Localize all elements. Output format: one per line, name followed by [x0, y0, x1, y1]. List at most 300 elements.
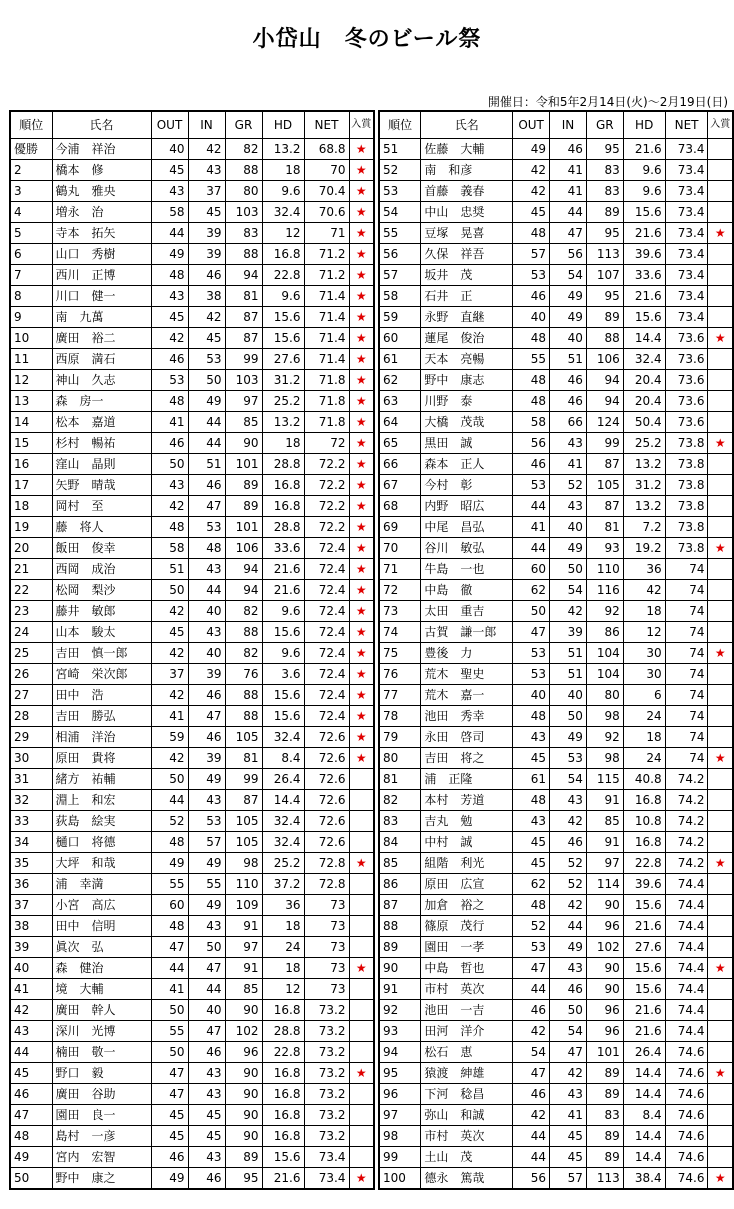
out-score-cell: 46: [151, 433, 188, 454]
in-score-cell: 42: [550, 1063, 587, 1084]
rank-cell: 51: [379, 139, 421, 160]
net-score-cell: 68.8: [304, 139, 349, 160]
player-name-cell: 坂井 茂: [421, 265, 513, 286]
in-score-cell: 49: [550, 307, 587, 328]
handicap-cell: 21.6: [623, 916, 665, 937]
table-row: [379, 160, 733, 181]
results-body-left: [10, 139, 374, 1190]
rank-cell: 65: [379, 433, 421, 454]
table-row: [379, 244, 733, 265]
award-star-cell: [708, 1000, 733, 1021]
handicap-cell: 13.2: [623, 496, 665, 517]
net-score-cell: 73: [304, 958, 349, 979]
in-score-cell: 43: [188, 916, 225, 937]
in-score-cell: 43: [188, 790, 225, 811]
out-score-cell: 48: [151, 517, 188, 538]
rank-cell: 44: [10, 1042, 52, 1063]
award-star-cell: ★: [708, 958, 733, 979]
player-name-cell: 土山 茂: [421, 1147, 513, 1168]
out-score-cell: 41: [513, 517, 550, 538]
player-name-cell: 宮崎 栄次郎: [52, 664, 151, 685]
player-name-cell: 岡村 至: [52, 496, 151, 517]
gross-score-cell: 86: [586, 622, 623, 643]
handicap-cell: 21.6: [262, 580, 304, 601]
award-star-cell: [349, 916, 374, 937]
net-score-cell: 73.4: [665, 244, 708, 265]
gross-score-cell: 89: [586, 1126, 623, 1147]
gross-score-cell: 87: [225, 328, 262, 349]
table-row: [379, 1063, 733, 1084]
handicap-cell: 32.4: [262, 202, 304, 223]
player-name-cell: 増永 治: [52, 202, 151, 223]
handicap-cell: 21.6: [623, 1000, 665, 1021]
award-star-cell: [708, 769, 733, 790]
table-row: [379, 1042, 733, 1063]
award-star-cell: ★: [349, 181, 374, 202]
out-score-cell: 46: [513, 286, 550, 307]
rank-cell: 63: [379, 391, 421, 412]
net-score-cell: 72.2: [304, 475, 349, 496]
player-name-cell: 中村 誠: [421, 832, 513, 853]
in-score-cell: 54: [550, 265, 587, 286]
player-name-cell: 園田 一孝: [421, 937, 513, 958]
table-row: [379, 1105, 733, 1126]
award-star-cell: ★: [349, 580, 374, 601]
rank-cell: 35: [10, 853, 52, 874]
table-row: [379, 349, 733, 370]
handicap-cell: 15.6: [262, 1147, 304, 1168]
in-score-cell: 39: [188, 244, 225, 265]
table-row: [379, 1000, 733, 1021]
rank-cell: 98: [379, 1126, 421, 1147]
award-star-cell: ★: [349, 538, 374, 559]
out-score-cell: 49: [151, 1168, 188, 1190]
gross-score-cell: 92: [586, 601, 623, 622]
award-star-cell: ★: [349, 496, 374, 517]
handicap-cell: 33.6: [623, 265, 665, 286]
out-score-cell: 60: [151, 895, 188, 916]
in-score-cell: 46: [188, 475, 225, 496]
out-score-cell: 45: [513, 832, 550, 853]
net-score-cell: 71: [304, 223, 349, 244]
award-star-cell: [708, 601, 733, 622]
out-score-cell: 42: [513, 1105, 550, 1126]
rank-cell: 40: [10, 958, 52, 979]
rank-cell: 38: [10, 916, 52, 937]
rank-cell: 16: [10, 454, 52, 475]
out-score-cell: 56: [513, 433, 550, 454]
player-name-cell: 廣田 幹人: [52, 1000, 151, 1021]
table-row: [10, 349, 374, 370]
rank-cell: 81: [379, 769, 421, 790]
gross-score-cell: 92: [586, 727, 623, 748]
player-name-cell: 鶴丸 雅央: [52, 181, 151, 202]
out-score-cell: 48: [151, 916, 188, 937]
rank-cell: 11: [10, 349, 52, 370]
out-score-cell: 53: [513, 475, 550, 496]
player-name-cell: 中山 忠奨: [421, 202, 513, 223]
gross-score-cell: 90: [225, 1084, 262, 1105]
player-name-cell: 緒方 祐輔: [52, 769, 151, 790]
award-star-cell: [349, 769, 374, 790]
award-star-cell: ★: [708, 643, 733, 664]
net-score-cell: 72.4: [304, 601, 349, 622]
net-score-cell: 72.4: [304, 538, 349, 559]
handicap-cell: 9.6: [262, 643, 304, 664]
gross-score-cell: 110: [225, 874, 262, 895]
award-star-cell: [708, 391, 733, 412]
net-score-cell: 74.2: [665, 811, 708, 832]
rank-cell: 33: [10, 811, 52, 832]
award-star-cell: [708, 895, 733, 916]
player-name-cell: 組階 利光: [421, 853, 513, 874]
in-score-cell: 50: [550, 559, 587, 580]
out-score-cell: 48: [513, 328, 550, 349]
rank-cell: 37: [10, 895, 52, 916]
in-score-cell: 42: [188, 307, 225, 328]
player-name-cell: 小宮 高広: [52, 895, 151, 916]
player-name-cell: 森 房一: [52, 391, 151, 412]
award-star-cell: ★: [349, 370, 374, 391]
award-star-cell: [708, 244, 733, 265]
player-name-cell: 谷川 敏弘: [421, 538, 513, 559]
gross-score-cell: 95: [586, 223, 623, 244]
net-score-cell: 73.4: [665, 265, 708, 286]
award-star-cell: [708, 475, 733, 496]
out-score-cell: 45: [151, 160, 188, 181]
rank-cell: 7: [10, 265, 52, 286]
handicap-cell: 32.4: [262, 811, 304, 832]
player-name-cell: 大橋 茂哉: [421, 412, 513, 433]
handicap-cell: 6: [623, 685, 665, 706]
net-score-cell: 71.8: [304, 412, 349, 433]
player-name-cell: 川野 泰: [421, 391, 513, 412]
out-score-cell: 40: [513, 307, 550, 328]
out-score-cell: 50: [151, 580, 188, 601]
player-name-cell: 矢野 晴哉: [52, 475, 151, 496]
award-star-cell: [708, 727, 733, 748]
handicap-cell: 15.6: [262, 706, 304, 727]
in-score-cell: 38: [188, 286, 225, 307]
table-row: [379, 139, 733, 160]
award-star-cell: ★: [349, 328, 374, 349]
handicap-cell: 16.8: [623, 790, 665, 811]
out-score-cell: 37: [151, 664, 188, 685]
rank-cell: 8: [10, 286, 52, 307]
in-score-cell: 46: [550, 139, 587, 160]
table-row: [379, 538, 733, 559]
handicap-cell: 40.8: [623, 769, 665, 790]
in-score-cell: 39: [188, 664, 225, 685]
net-score-cell: 74.6: [665, 1063, 708, 1084]
gross-score-cell: 98: [586, 748, 623, 769]
handicap-cell: 14.4: [262, 790, 304, 811]
gross-score-cell: 101: [225, 454, 262, 475]
rank-cell: 71: [379, 559, 421, 580]
rank-cell: 34: [10, 832, 52, 853]
gross-score-cell: 89: [225, 1147, 262, 1168]
gross-score-cell: 83: [586, 160, 623, 181]
out-score-cell: 59: [151, 727, 188, 748]
award-star-cell: ★: [349, 685, 374, 706]
net-score-cell: 74: [665, 601, 708, 622]
player-name-cell: 荒木 聖史: [421, 664, 513, 685]
rank-cell: 77: [379, 685, 421, 706]
table-row: [10, 223, 374, 244]
handicap-cell: 18: [623, 727, 665, 748]
out-score-cell: 47: [513, 622, 550, 643]
rank-cell: 70: [379, 538, 421, 559]
table-row: [10, 1126, 374, 1147]
player-name-cell: 原田 広宣: [421, 874, 513, 895]
player-name-cell: 市村 英次: [421, 1126, 513, 1147]
net-score-cell: 73.2: [304, 1063, 349, 1084]
award-star-cell: ★: [349, 265, 374, 286]
net-score-cell: 73.8: [665, 517, 708, 538]
out-score-cell: 44: [513, 496, 550, 517]
in-score-cell: 50: [188, 937, 225, 958]
net-score-cell: 71.4: [304, 349, 349, 370]
award-star-cell: ★: [349, 475, 374, 496]
player-name-cell: 樋口 将德: [52, 832, 151, 853]
table-row: [379, 454, 733, 475]
table-row: [379, 769, 733, 790]
net-score-cell: 74: [665, 580, 708, 601]
out-score-cell: 53: [513, 643, 550, 664]
award-star-cell: [708, 937, 733, 958]
award-star-cell: [708, 139, 733, 160]
net-score-cell: 74.4: [665, 979, 708, 1000]
award-star-cell: ★: [349, 958, 374, 979]
award-star-cell: [708, 874, 733, 895]
rank-cell: 80: [379, 748, 421, 769]
out-score-cell: 60: [513, 559, 550, 580]
net-score-cell: 74.2: [665, 769, 708, 790]
in-score-cell: 49: [550, 538, 587, 559]
gross-score-cell: 98: [586, 706, 623, 727]
header-handicap: HD: [623, 111, 665, 139]
gross-score-cell: 89: [225, 496, 262, 517]
handicap-cell: 16.8: [262, 496, 304, 517]
gross-score-cell: 94: [225, 265, 262, 286]
handicap-cell: 39.6: [623, 874, 665, 895]
rank-cell: 25: [10, 643, 52, 664]
handicap-cell: 27.6: [623, 937, 665, 958]
player-name-cell: 相浦 洋治: [52, 727, 151, 748]
in-score-cell: 42: [550, 811, 587, 832]
table-row: [10, 580, 374, 601]
handicap-cell: 12: [262, 979, 304, 1000]
out-score-cell: 44: [151, 223, 188, 244]
player-name-cell: 園田 良一: [52, 1105, 151, 1126]
out-score-cell: 43: [151, 181, 188, 202]
handicap-cell: 21.6: [623, 286, 665, 307]
player-name-cell: 山口 秀樹: [52, 244, 151, 265]
handicap-cell: 15.6: [623, 895, 665, 916]
gross-score-cell: 81: [225, 748, 262, 769]
player-name-cell: 豆塚 晃喜: [421, 223, 513, 244]
player-name-cell: 荻島 絵実: [52, 811, 151, 832]
award-star-cell: ★: [349, 307, 374, 328]
player-name-cell: 神山 久志: [52, 370, 151, 391]
net-score-cell: 74.4: [665, 1021, 708, 1042]
gross-score-cell: 105: [225, 811, 262, 832]
out-score-cell: 58: [151, 202, 188, 223]
handicap-cell: 30: [623, 643, 665, 664]
handicap-cell: 15.6: [262, 328, 304, 349]
net-score-cell: 73.2: [304, 1084, 349, 1105]
award-star-cell: [349, 832, 374, 853]
header-award: 入賞: [349, 111, 374, 139]
rank-cell: 48: [10, 1126, 52, 1147]
net-score-cell: 74.4: [665, 874, 708, 895]
player-name-cell: 寺本 拓矢: [52, 223, 151, 244]
gross-score-cell: 89: [586, 307, 623, 328]
in-score-cell: 46: [550, 370, 587, 391]
event-period: 開催日：令和5年2月14日(火)～2月19日(日): [487, 95, 728, 109]
in-score-cell: 44: [188, 433, 225, 454]
table-row: [10, 433, 374, 454]
net-score-cell: 73.8: [665, 538, 708, 559]
gross-score-cell: 102: [225, 1021, 262, 1042]
net-score-cell: 70: [304, 160, 349, 181]
in-score-cell: 47: [550, 223, 587, 244]
player-name-cell: 藤 将人: [52, 517, 151, 538]
out-score-cell: 62: [513, 580, 550, 601]
rank-cell: 91: [379, 979, 421, 1000]
net-score-cell: 73.2: [304, 1105, 349, 1126]
out-score-cell: 41: [151, 706, 188, 727]
net-score-cell: 72.4: [304, 685, 349, 706]
in-score-cell: 53: [550, 748, 587, 769]
handicap-cell: 21.6: [623, 223, 665, 244]
rank-cell: 95: [379, 1063, 421, 1084]
net-score-cell: 74.6: [665, 1168, 708, 1190]
award-star-cell: [349, 895, 374, 916]
out-score-cell: 42: [151, 328, 188, 349]
in-score-cell: 66: [550, 412, 587, 433]
net-score-cell: 73: [304, 937, 349, 958]
gross-score-cell: 87: [225, 790, 262, 811]
gross-score-cell: 88: [225, 706, 262, 727]
in-score-cell: 47: [188, 496, 225, 517]
rank-cell: 14: [10, 412, 52, 433]
table-row: [10, 328, 374, 349]
handicap-cell: 36: [623, 559, 665, 580]
net-score-cell: 74: [665, 559, 708, 580]
table-row: [10, 244, 374, 265]
rank-cell: 100: [379, 1168, 421, 1190]
net-score-cell: 72.6: [304, 832, 349, 853]
net-score-cell: 71.8: [304, 370, 349, 391]
gross-score-cell: 96: [586, 916, 623, 937]
in-score-cell: 43: [188, 1147, 225, 1168]
award-star-cell: [708, 202, 733, 223]
award-star-cell: ★: [708, 538, 733, 559]
handicap-cell: 28.8: [262, 517, 304, 538]
net-score-cell: 71.4: [304, 328, 349, 349]
out-score-cell: 46: [151, 349, 188, 370]
net-score-cell: 72.6: [304, 748, 349, 769]
out-score-cell: 42: [151, 496, 188, 517]
award-star-cell: [349, 1000, 374, 1021]
table-row: [10, 475, 374, 496]
table-row: [10, 685, 374, 706]
net-score-cell: 74.4: [665, 916, 708, 937]
out-score-cell: 49: [513, 139, 550, 160]
net-score-cell: 74: [665, 622, 708, 643]
in-score-cell: 43: [550, 496, 587, 517]
handicap-cell: 24: [623, 748, 665, 769]
table-row: [10, 769, 374, 790]
award-star-cell: ★: [349, 454, 374, 475]
table-row: [10, 853, 374, 874]
results-table-left: [9, 110, 375, 1190]
player-name-cell: 野中 康之: [52, 1168, 151, 1190]
gross-score-cell: 82: [225, 643, 262, 664]
out-score-cell: 44: [513, 538, 550, 559]
award-star-cell: [708, 832, 733, 853]
out-score-cell: 43: [513, 727, 550, 748]
out-score-cell: 48: [513, 223, 550, 244]
net-score-cell: 73.2: [304, 1042, 349, 1063]
player-name-cell: 今村 彰: [421, 475, 513, 496]
out-score-cell: 48: [513, 706, 550, 727]
handicap-cell: 7.2: [623, 517, 665, 538]
out-score-cell: 42: [513, 160, 550, 181]
rank-cell: 57: [379, 265, 421, 286]
gross-score-cell: 94: [225, 580, 262, 601]
gross-score-cell: 87: [225, 307, 262, 328]
rank-cell: 74: [379, 622, 421, 643]
in-score-cell: 40: [188, 601, 225, 622]
in-score-cell: 45: [188, 202, 225, 223]
table-row: [10, 958, 374, 979]
in-score-cell: 44: [550, 202, 587, 223]
out-score-cell: 57: [513, 244, 550, 265]
in-score-cell: 40: [188, 643, 225, 664]
rank-cell: 50: [10, 1168, 52, 1190]
player-name-cell: 古賀 謙一郎: [421, 622, 513, 643]
table-row: [10, 937, 374, 958]
out-score-cell: 54: [513, 1042, 550, 1063]
handicap-cell: 9.6: [262, 286, 304, 307]
table-row: [10, 286, 374, 307]
in-score-cell: 45: [188, 328, 225, 349]
net-score-cell: 74: [665, 706, 708, 727]
out-score-cell: 42: [151, 685, 188, 706]
rank-cell: 59: [379, 307, 421, 328]
gross-score-cell: 106: [225, 538, 262, 559]
table-row: [379, 286, 733, 307]
award-star-cell: [708, 454, 733, 475]
player-name-cell: 永野 直継: [421, 307, 513, 328]
award-star-cell: ★: [349, 1063, 374, 1084]
award-star-cell: ★: [349, 748, 374, 769]
in-score-cell: 51: [550, 349, 587, 370]
gross-score-cell: 90: [586, 979, 623, 1000]
in-score-cell: 49: [188, 895, 225, 916]
table-row: [10, 454, 374, 475]
rank-cell: 12: [10, 370, 52, 391]
net-score-cell: 73.4: [665, 181, 708, 202]
handicap-cell: 21.6: [623, 139, 665, 160]
net-score-cell: 74: [665, 685, 708, 706]
gross-score-cell: 109: [225, 895, 262, 916]
net-score-cell: 74.2: [665, 790, 708, 811]
table-row: [379, 1168, 733, 1190]
out-score-cell: 52: [151, 811, 188, 832]
